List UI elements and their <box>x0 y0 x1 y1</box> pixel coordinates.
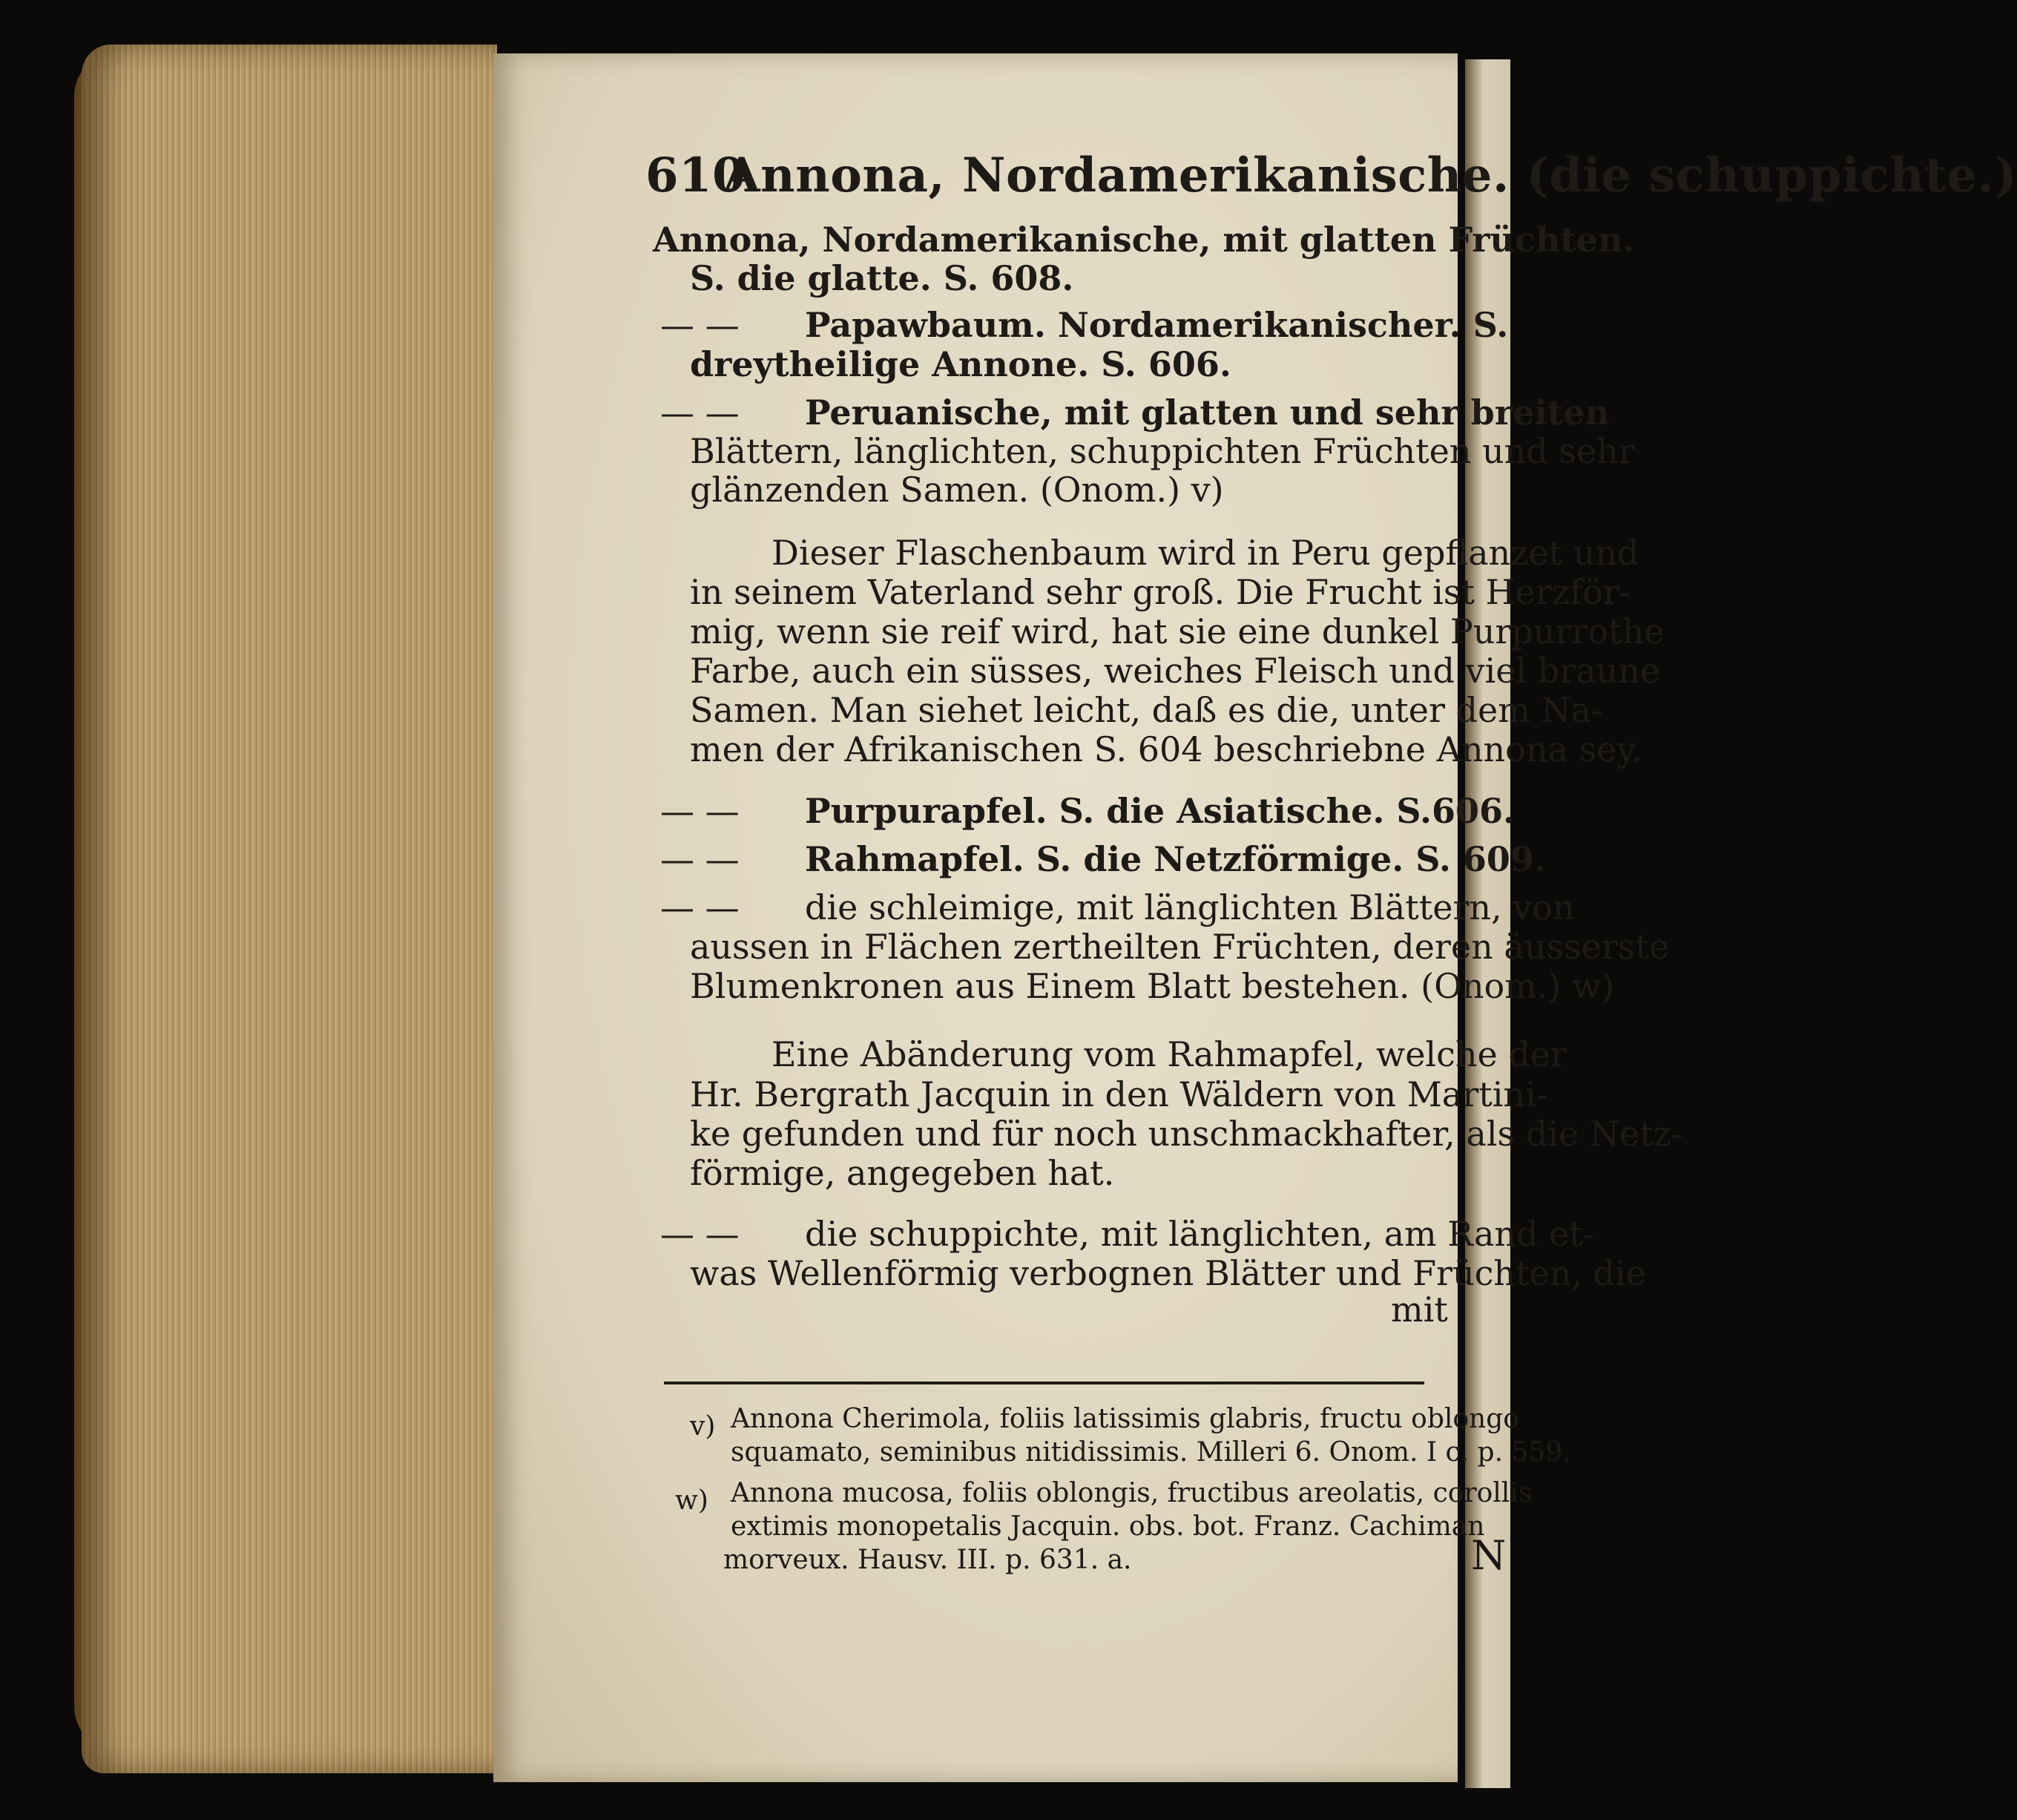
paragraph-line: mig, wenn sie reif wird, hat sie eine dunkel Purpurrothe <box>690 611 1665 651</box>
ditto-dash: — — <box>660 1214 740 1254</box>
paragraph-line: Eine Abänderung vom Rahmapfel, welche der <box>771 1034 1567 1074</box>
entry-line: dreytheilige Annone. S. 606. <box>690 344 1231 384</box>
footnote-mark: w) <box>675 1485 708 1516</box>
facing-page-fragment: N <box>1471 1532 1507 1579</box>
ditto-dash: — — <box>660 392 740 433</box>
entry-line: glänzenden Samen. (Onom.) v) <box>690 470 1224 510</box>
entry-line: Peruanische, mit glatten und sehr breiten <box>805 392 1610 433</box>
footnote-rule <box>664 1382 1424 1384</box>
entry-line: Rahmapfel. S. die Netzförmige. S. 609. <box>805 839 1546 879</box>
running-title: Annona, Nordamerikanische. (die schuppichte.) <box>723 148 2017 203</box>
paragraph-line: Farbe, auch ein süsses, weiches Fleisch und viel braune <box>690 651 1661 691</box>
entry-line: aussen in Flächen zertheilten Früchten, deren äusserste <box>690 927 1670 967</box>
footnote-line: squamato, seminibus nitidissimis. Milleri 6. Onom. I c. p. 559. <box>731 1437 1571 1468</box>
ditto-dash: — — <box>660 791 740 831</box>
entry-line: was Wellenförmig verbognen Blätter und Früchten, die <box>690 1253 1646 1293</box>
entry-line: Papawbaum. Nordamerikanischer. S. <box>805 305 1509 345</box>
page-edges <box>82 45 497 1773</box>
paragraph-line: ke gefunden und für noch unschmackhafter, als die Netz- <box>690 1114 1683 1154</box>
ditto-dash: — — <box>660 305 740 345</box>
footnote-line: extimis monopetalis Jacquin. obs. bot. Franz. Cachiman <box>731 1511 1485 1542</box>
entry-line: Annona, Nordamerikanische, mit glatten Früchten. <box>653 220 1635 260</box>
entry-line: die schuppichte, mit länglichten, am Rand et- <box>805 1214 1595 1254</box>
paragraph-line: in seinem Vaterland sehr groß. Die Frucht ist Herzför- <box>690 572 1631 612</box>
footnote-line: Annona Cherimola, foliis latissimis glabris, fructu oblongo <box>731 1404 1519 1434</box>
footnote-line: Annona mucosa, foliis oblongis, fructibus areolatis, corollis <box>731 1478 1533 1508</box>
paragraph-line: Hr. Bergrath Jacquin in den Wäldern von Martini- <box>690 1074 1548 1114</box>
ditto-dash: — — <box>660 839 740 879</box>
footnote-mark: v) <box>690 1411 716 1442</box>
catchword: mit <box>1391 1290 1448 1330</box>
entry-line: Blumenkronen aus Einem Blatt bestehen. (Onom.) w) <box>690 966 1615 1006</box>
entry-line: S. die glatte. S. 608. <box>690 258 1074 298</box>
page-number: 610 <box>645 148 746 203</box>
entry-line: Purpurapfel. S. die Asiatische. S.606. <box>805 791 1516 831</box>
entry-line: die schleimige, mit länglichten Blättern, von <box>805 887 1575 927</box>
footnote-line: morveux. Hausv. III. p. 631. a. <box>723 1545 1132 1575</box>
paragraph-line: Samen. Man siehet leicht, daß es die, unter dem Na- <box>690 690 1603 730</box>
entry-line: Blättern, länglichten, schuppichten Früchten und sehr <box>690 431 1635 471</box>
ditto-dash: — — <box>660 887 740 927</box>
paragraph-line: Dieser Flaschenbaum wird in Peru gepflanzet und <box>771 533 1639 573</box>
paragraph-line: men der Afrikanischen S. 604 beschriebne Annona sey. <box>690 729 1642 769</box>
paragraph-line: förmige, angegeben hat. <box>690 1153 1115 1193</box>
